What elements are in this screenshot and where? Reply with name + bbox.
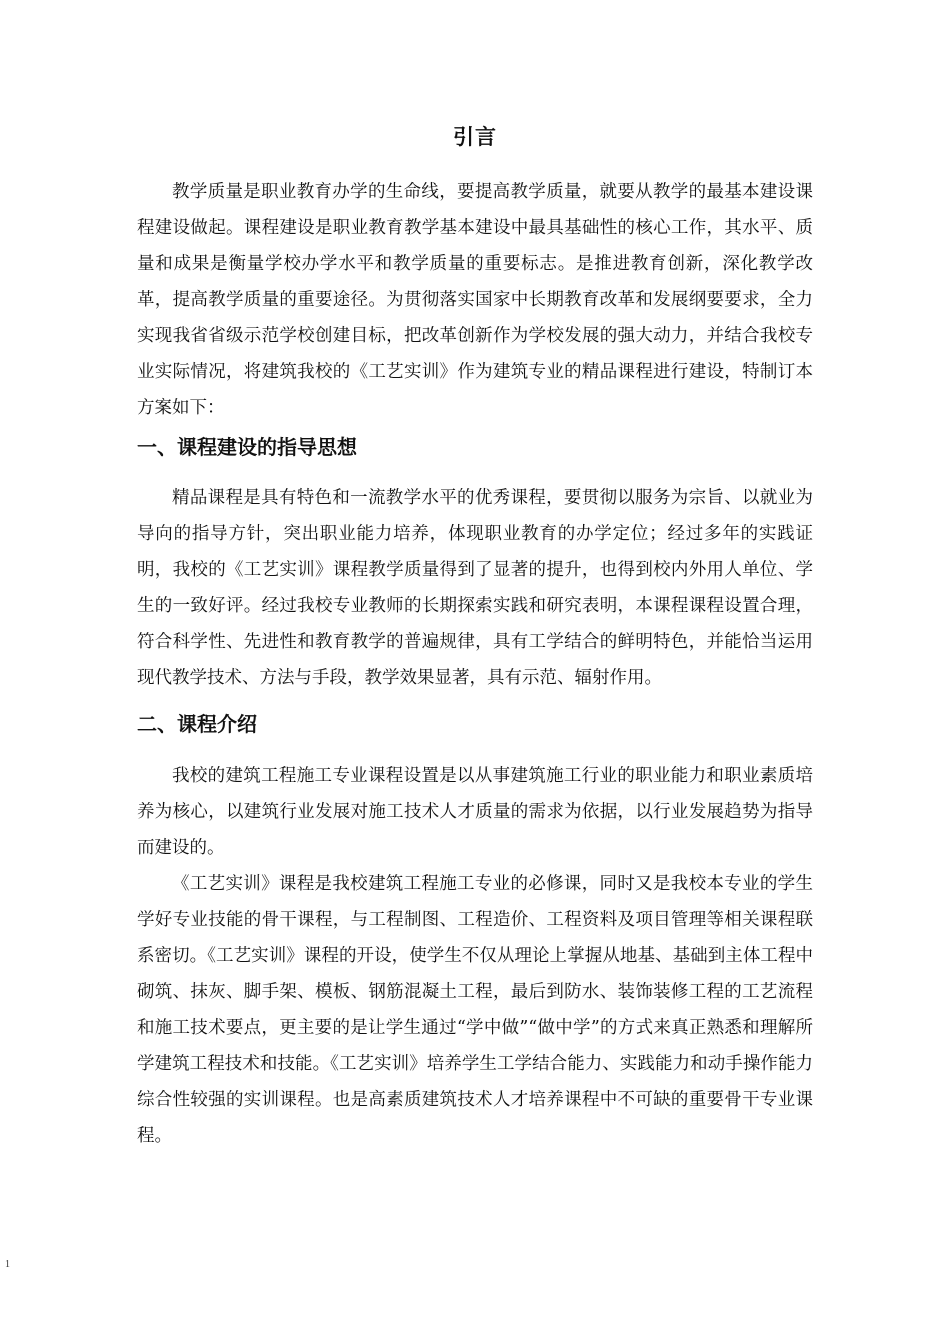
- body-paragraph: 我校的建筑工程施工专业课程设置是以从事建筑施工行业的职业能力和职业素质培养为核心，以建筑行业发展对施工技术人才质量的需求为依据，以行业发展趋势为指导而建设的。: [137, 766, 813, 858]
- body-paragraph: 《工艺实训》课程是我校建筑工程施工专业的必修课，同时又是我校本专业的学生学好专业技能的骨干课程，与工程制图、工程造价、工程资料及项目管理等相关课程联系密切。《工艺实训》课程的开设，使学生不仅从理论上掌握从地基、基础到主体工程中砌筑、抹灰、脚手架、模板、钢筋混凝土工程，最后到防水、装饰装修工程的工艺流程和施工技术要点，更主要的是让学生通过“学中做”“做中学”的方式来真正熟悉和理解所学建筑工程技术和技能。《工艺实训》培养学生工学结合能力、实践能力和动手操作能力综合性较强的实训课程。也是高素质建筑技术人才培养课程中不可缺的重要骨干专业课程。: [137, 874, 813, 1146]
- section-heading-guiding-ideology: 一、课程建设的指导思想: [137, 435, 357, 459]
- body-paragraph: 精品课程是具有特色和一流教学水平的优秀课程，要贯彻以服务为宗旨、以就业为导向的指导方针，突出职业能力培养，体现职业教育的办学定位；经过多年的实践证明，我校的《工艺实训》课程教学质量得到了显著的提升，也得到校内外用人单位、学生的一致好评。经过我校专业教师的长期探索实践和研究表明，本课程课程设置合理，符合科学性、先进性和教育教学的普遍规律，具有工学结合的鲜明特色，并能恰当运用现代教学技术、方法与手段，教学效果显著，具有示范、辐射作用。: [137, 488, 813, 688]
- section-heading-course-introduction: 二、课程介绍: [137, 712, 257, 736]
- intro-block: [137, 174, 813, 426]
- section-course-introduction-body: [137, 758, 813, 1154]
- page-number: 1: [5, 1259, 10, 1270]
- page-title: 引言: [453, 125, 497, 149]
- intro-paragraph: 教学质量是职业教育办学的生命线，要提高教学质量，就要从教学的最基本建设课程建设做起。课程建设是职业教育教学基本建设中最具基础性的核心工作，其水平、质量和成果是衡量学校办学水平和教学质量的重要标志。是推进教育创新，深化教学改革，提高教学质量的重要途径。为贯彻落实国家中长期教育改革和发展纲要要求，全力实现我省省级示范学校创建目标，把改革创新作为学校发展的强大动力，并结合我校专业实际情况，将建筑我校的《工艺实训》作为建筑专业的精品课程进行建设，特制订本方案如下：: [137, 182, 813, 418]
- section-guiding-ideology-body: [137, 480, 813, 696]
